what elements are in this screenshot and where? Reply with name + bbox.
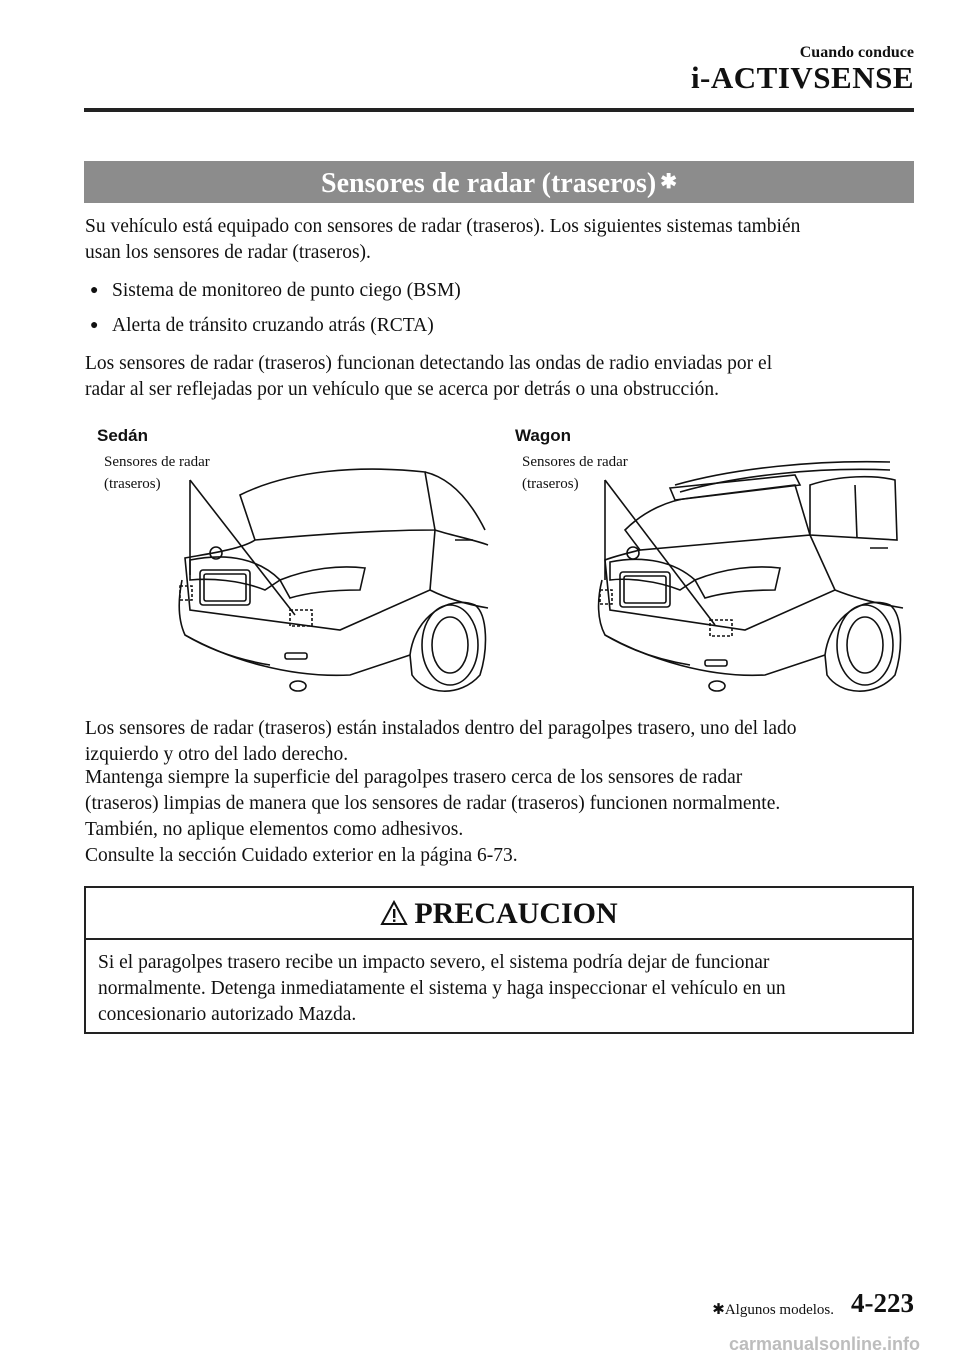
page-number: 4-223 — [851, 1288, 914, 1318]
wagon-caption-1: Sensores de radar — [522, 454, 628, 470]
sedan-caption-2: (traseros) — [104, 476, 161, 492]
body-line-4: (traseros) limpias de manera que los sensores de radar (traseros) funcionen normalmente. — [85, 793, 781, 814]
body-line-2: izquierdo y otro del lado derecho. — [85, 744, 349, 765]
bullet-dot-icon: ● — [90, 283, 99, 298]
footnote-some-models: ✱Algunos modelos. — [712, 1302, 834, 1318]
bullet-item: ● Sistema de monitoreo de punto ciego (BSM) — [90, 278, 461, 304]
section-title-bar — [84, 161, 914, 203]
wagon-caption-2: (traseros) — [522, 476, 579, 492]
wagon-label: Wagon — [515, 426, 572, 445]
intro-line-1: Su vehículo está equipado con sensores de radar (traseros). Los siguientes sistemas también — [85, 216, 801, 237]
caution-body — [86, 940, 912, 1028]
section-header: i-ACTIVSENSE — [690, 60, 914, 95]
sedan-label: Sedán — [97, 426, 149, 445]
body-line-5: También, no aplique elementos como adhesivos. — [85, 819, 464, 840]
sedan-rear-illustration — [90, 440, 490, 700]
caution-box — [84, 886, 914, 1034]
body-line-6: Consulte la sección Cuidado exterior en la página 6-73. — [85, 845, 518, 866]
caution-line-1: Si el paragolpes trasero recibe un impacto severo, el sistema podría dejar de funcionar — [98, 952, 770, 973]
explanation-line-1: Los sensores de radar (traseros) funcionan detectando las ondas de radio enviadas por el — [85, 353, 773, 374]
bullet-item: ● Alerta de tránsito cruzando atrás (RCTA) — [90, 313, 434, 339]
sedan-caption-1: Sensores de radar — [104, 454, 210, 470]
intro-line-2: usan los sensores de radar (traseros). — [85, 242, 371, 263]
watermark: carmanualsonline.info — [728, 1334, 920, 1354]
bullet-dot-icon: ● — [90, 318, 99, 333]
section-title: Sensores de radar (traseros) — [321, 168, 657, 199]
caution-line-2: normalmente. Detenga inmediatamente el sistema y haga inspeccionar el vehículo en un — [98, 978, 786, 999]
header-rule — [84, 108, 914, 112]
caution-line-3: concesionario autorizado Mazda. — [98, 1004, 357, 1025]
body-line-1: Los sensores de radar (traseros) están instalados dentro del paragolpes trasero, uno del lado — [85, 718, 797, 739]
caution-title: PRECAUCION — [414, 897, 618, 930]
explanation-line-2: radar al ser reflejadas por un vehículo que se acerca por detrás o una obstrucción. — [85, 379, 720, 400]
some-models-star: ✱ — [660, 171, 677, 193]
caution-header — [86, 888, 912, 940]
chapter-title: Cuando conduce — [799, 44, 914, 61]
body-line-3: Mantenga siempre la superficie del paragolpes trasero cerca de los sensores de radar — [85, 767, 743, 788]
wagon-rear-illustration — [505, 440, 905, 700]
warning-triangle-icon — [380, 900, 408, 926]
